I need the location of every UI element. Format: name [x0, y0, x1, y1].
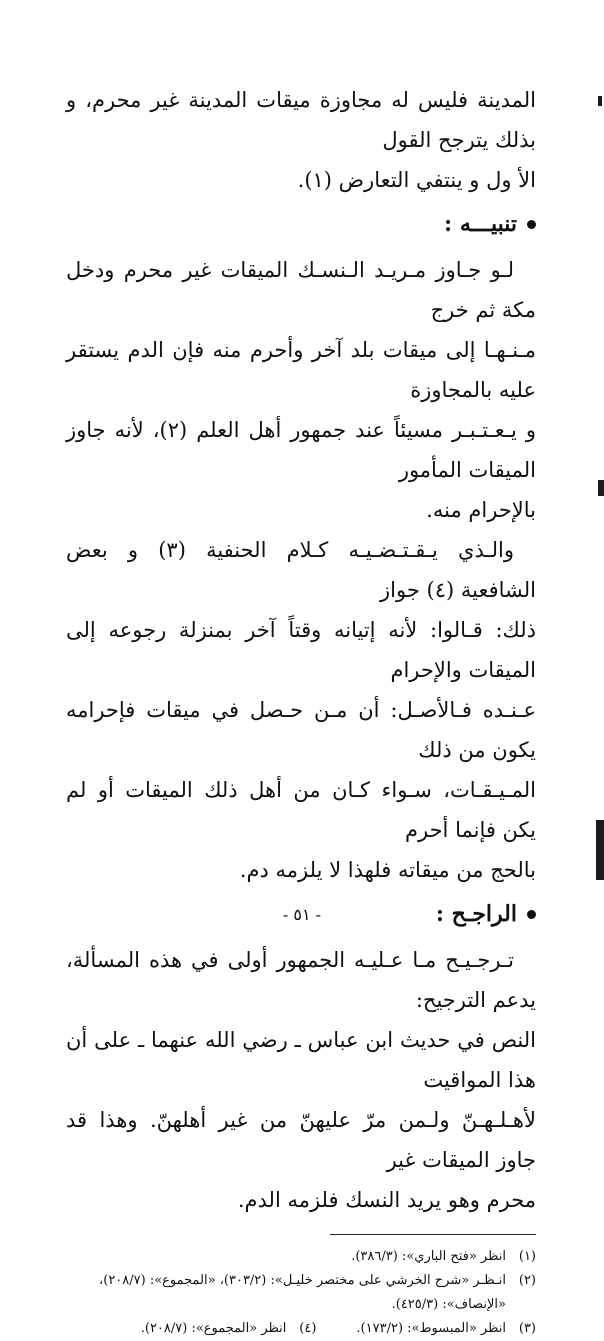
text-line: مـنـهـا إلى ميقات بلد آخر وأحرم منه فإن الدم يستقر عليه بالمجاوزة [66, 338, 536, 402]
paragraph-4 [66, 940, 536, 1220]
text-line: والـذي يـقـتـضـيـه كـلام الحنفية (٣) و بعض الشافعية (٤) جواز [66, 538, 536, 602]
text-line: محرم وهو يريد النسك فلزمه الدم. [237, 1188, 536, 1212]
text-line: و يـعـتـبـر مسيئاً عند جمهور أهل العلم (٢)، لأنه جاوز الميقات المأمور [66, 418, 536, 482]
footnote-1 [66, 1245, 536, 1269]
text-line: المـيـقـات، سـواء كـان من أهل ذلك الميقات أو لم يكن فإنما أحرم [66, 778, 536, 842]
scan-mark [598, 96, 602, 106]
footnote-text: انظر «المجموع»: (٢٠٨/٧). [140, 1321, 287, 1336]
section-heading-note [66, 204, 536, 244]
text-line: النص في حديث ابن عباس ـ رضي الله عنهما ـ على أن هذا المواقيت [66, 1028, 536, 1092]
footnotes [66, 1245, 536, 1341]
text-line: لأهـلـهـنّ ولـمن مرّ عليهنّ من غير أهلهنّ. وهذا قد جاوز الميقات غير [66, 1108, 536, 1172]
bullet-icon [527, 220, 536, 229]
heading-label: الراجـح : [435, 901, 517, 927]
text-line: بالإحرام منه. [426, 498, 536, 522]
footnote-row-3-4 [66, 1317, 536, 1341]
heading-label: تنبيـــه : [444, 211, 517, 237]
text-line: المدينة فليس له مجاوزة ميقات المدينة غير محرم، و بذلك يترجح القول [66, 88, 536, 152]
footnote-text: انـظـر «شرح الخرشي على مختصر خليـل»: (٣٠٣/٢)، «المجموع»: (٢٠٨/٧)، [99, 1273, 506, 1288]
footnote-4 [141, 1317, 317, 1341]
footnote-3 [356, 1317, 536, 1341]
footnote-text: انظر «المبسوط»: (١٧٣/٢). [356, 1321, 506, 1336]
footnote-number: (١) [518, 1249, 536, 1264]
footnote-number: (٢) [518, 1273, 536, 1288]
footnote-2 [66, 1269, 536, 1293]
text-line: الأ ول و ينتفي التعارض (١). [297, 168, 536, 192]
footnote-2-continuation: «الإنصاف»: (٤٢٥/٣). [391, 1297, 506, 1312]
scan-mark [596, 820, 604, 880]
text-line: تـرجـيـح مـا عـليـه الجمهور أولى في هذه المسألة، يدعم الترجيح: [66, 948, 536, 1012]
footnote-number: (٤) [299, 1321, 317, 1336]
page-number: - ٥١ - [282, 905, 322, 924]
paragraph-1 [66, 80, 536, 200]
footnote-divider [330, 1234, 536, 1235]
footnote-number: (٣) [518, 1321, 536, 1336]
paragraph-2 [66, 250, 536, 530]
footnote-text: انظر «فتح الباري»: (٣٨٦/٣). [351, 1249, 506, 1264]
page-body [66, 80, 536, 1341]
scan-mark [598, 480, 604, 496]
text-line: بالحج من ميقاته فلهذا لا يلزمه دم. [239, 858, 536, 882]
text-line: عـنـده فـالأصـل: أن مـن حـصل في ميقات فإحرامه يكون من ذلك [66, 698, 536, 762]
paragraph-3 [66, 530, 536, 890]
text-line: ذلك: قـالوا: لأنه إتيانه وقتاً آخر بمنزلة رجوعه إلى الميقات والإحرام [66, 618, 536, 682]
text-line: لـو جـاوز مـريـد الـنسـك الميقات غير محرم ودخل مكة ثم خرج [66, 258, 536, 322]
